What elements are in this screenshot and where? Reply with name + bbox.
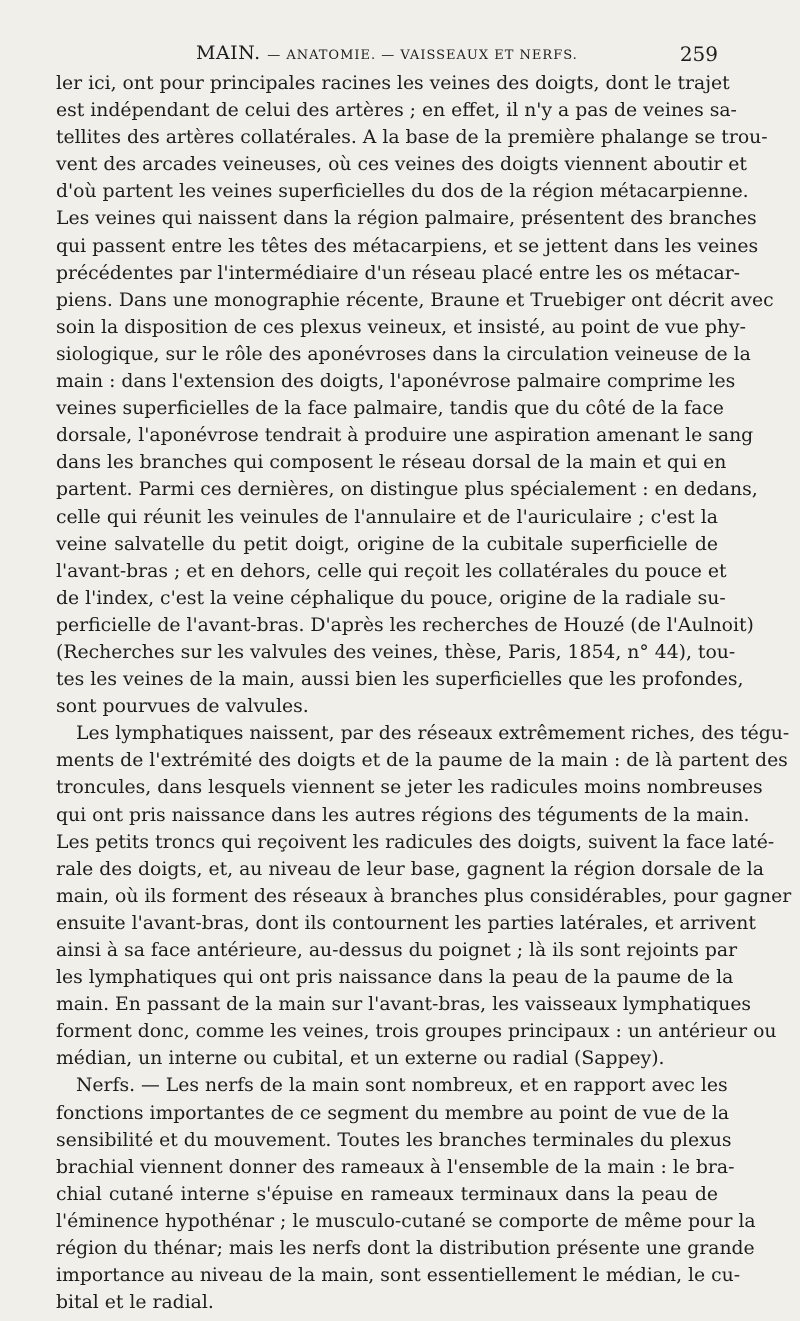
text-line: main, où ils forment des réseaux à branches plus considérables, pour gagner (56, 885, 792, 907)
text-line: précédentes par l'intermédiaire d'un réseau placé entre les os métacar- (56, 262, 741, 284)
text-line: partent. Parmi ces dernières, on distingue plus spécialement : en dedans, (56, 479, 758, 501)
text-line: chial cutané interne s'épuise en rameaux terminaux dans la peau de (56, 1183, 718, 1205)
text-line: tellites des artères collatérales. A la base de la première phalange se trou- (56, 127, 768, 149)
text-line: piens. Dans une monographie récente, Braune et Truebiger ont décrit avec (56, 289, 774, 311)
text-line: forment donc, comme les veines, trois groupes principaux : un antérieur ou (56, 1021, 777, 1043)
running-head-title: MAIN. (196, 42, 261, 64)
text-line: ensuite l'avant-bras, dont ils contournent les parties latérales, et arrivent (56, 912, 756, 934)
text-line: Les lymphatiques naissent, par des réseaux extrêmement riches, des tégu- (76, 723, 790, 745)
text-line: main : dans l'extension des doigts, l'aponévrose palmaire comprime les (56, 371, 736, 393)
text-line: tes les veines de la main, aussi bien les superficielles que les profondes, (56, 669, 744, 691)
text-line: main. En passant de la main sur l'avant-bras, les vaisseaux lymphatiques (56, 994, 752, 1016)
text-line: vent des arcades veineuses, où ces veines des doigts viennent aboutir et (56, 154, 747, 176)
text-line: fonctions importantes de ce segment du membre au point de vue de la (56, 1102, 730, 1124)
page-number: 259 (679, 42, 718, 66)
text-line: bital et le radial. (56, 1292, 214, 1314)
text-line: siologique, sur le rôle des aponévroses dans la circulation veineuse de la (56, 343, 751, 365)
text-line: veine salvatelle du petit doigt, origine de la cubitale superficielle de (56, 533, 718, 555)
text-line: qui ont pris naissance dans les autres régions des téguments de la main. (56, 804, 750, 826)
page-header (56, 40, 718, 70)
text-line: veines superficielles de la face palmaire, tandis que du côté de la face (56, 398, 724, 420)
body-text (56, 70, 792, 1316)
text-line: ainsi à sa face antérieure, au-dessus du poignet ; là ils sont rejoints par (56, 940, 738, 961)
text-line: dorsale, l'aponévrose tendrait à produire une aspiration amenant le sang (56, 425, 754, 447)
text-line: est indépendant de celui des artères ; en effet, il n'y a pas de veines sa- (56, 100, 737, 122)
text-line: Les petits troncs qui reçoivent les radicules des doigts, suivent la face laté- (56, 831, 775, 853)
text-line: troncules, dans lesquels viennent se jeter les radicules moins nombreuses (56, 777, 763, 799)
text-line: l'avant-bras ; et en dehors, celle qui reçoit les collatérales du pouce et (56, 560, 727, 582)
text-line: d'où partent les veines superficielles du dos de la région métacarpienne. (56, 181, 749, 203)
text-line: (Recherches sur les valvules des veines, thèse, Paris, 1854, n° 44), tou- (56, 641, 736, 663)
text-line: perficielle de l'avant-bras. D'après les recherches de Houzé (de l'Aulnoit) (56, 614, 754, 636)
text-line: dans les branches qui composent le réseau dorsal de la main et qui en (56, 452, 727, 474)
text-line: ler ici, ont pour principales racines les veines des doigts, dont le trajet (56, 73, 730, 94)
text-line: celle qui réunit les veinules de l'annulaire et de l'auriculaire ; c'est la (56, 506, 718, 528)
text-line: importance au niveau de la main, sont essentiellement le médian, le cu- (56, 1265, 741, 1287)
running-head (196, 42, 578, 64)
text-line: ments de l'extrémité des doigts et de la paume de la main : de là partent des (56, 750, 788, 772)
text-line: Nerfs. — Les nerfs de la main sont nombreux, et en rapport avec les (76, 1075, 728, 1097)
text-line: de l'index, c'est la veine céphalique du pouce, origine de la radiale su- (56, 587, 726, 609)
running-head-subtitle: — ANATOMIE. — VAISSEAUX ET NERFS. (267, 48, 578, 63)
text-line: l'éminence hypothénar ; le musculo-cutané se comporte de même pour la (56, 1210, 756, 1232)
text-line: région du thénar; mais les nerfs dont la distribution présente une grande (56, 1238, 755, 1260)
text-line: les lymphatiques qui ont pris naissance dans la peau de la paume de la (56, 967, 734, 989)
text-line: qui passent entre les têtes des métacarpiens, et se jettent dans les veines (56, 235, 759, 257)
text-line: soin la disposition de ces plexus veineux, et insisté, au point de vue phy- (56, 316, 746, 338)
text-line: Les veines qui naissent dans la région palmaire, présentent des branches (56, 208, 757, 230)
text-line: sont pourvues de valvules. (56, 696, 309, 718)
text-line: rale des doigts, et, au niveau de leur base, gagnent la région dorsale de la (56, 858, 764, 880)
text-line: médian, un interne ou cubital, et un externe ou radial (Sappey). (56, 1048, 665, 1070)
text-line: brachial viennent donner des rameaux à l'ensemble de la main : le bra- (56, 1156, 735, 1178)
text-line: sensibilité et du mouvement. Toutes les branches terminales du plexus (56, 1129, 732, 1151)
